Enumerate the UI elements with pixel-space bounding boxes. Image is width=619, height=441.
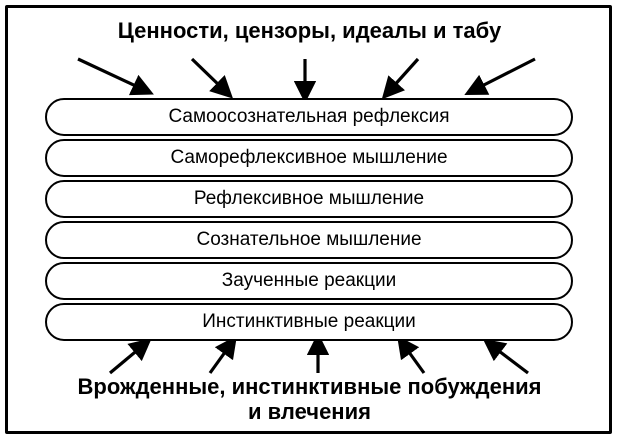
- layer-label: Рефлексивное мышление: [193, 188, 425, 209]
- layer-box-reflective-thinking: [45, 180, 573, 218]
- bottom-caption-line-1: Врожденные, инстинктивные побуждения: [77, 374, 542, 399]
- layer-label: Инстинктивные реакции: [202, 311, 416, 332]
- layer-label: Самоосознательная рефлексия: [168, 106, 450, 127]
- layer-label: Саморефлексивное мышление: [170, 147, 448, 168]
- layer-label: Сознательное мышление: [196, 229, 422, 250]
- layer-label: Заученные реакции: [221, 270, 397, 291]
- bottom-caption-line-2: и влечения: [248, 399, 371, 424]
- layer-box-conscious-thinking: [45, 221, 573, 259]
- layer-stack: [45, 98, 573, 344]
- layer-box-instinctive-reactions: [45, 303, 573, 341]
- bottom-caption: [0, 374, 619, 424]
- layer-box-self-aware-reflection: [45, 98, 573, 136]
- layer-box-learned-reactions: [45, 262, 573, 300]
- top-caption: Ценности, цензоры, идеалы и табу: [117, 18, 502, 43]
- layer-box-self-reflective-thinking: [45, 139, 573, 177]
